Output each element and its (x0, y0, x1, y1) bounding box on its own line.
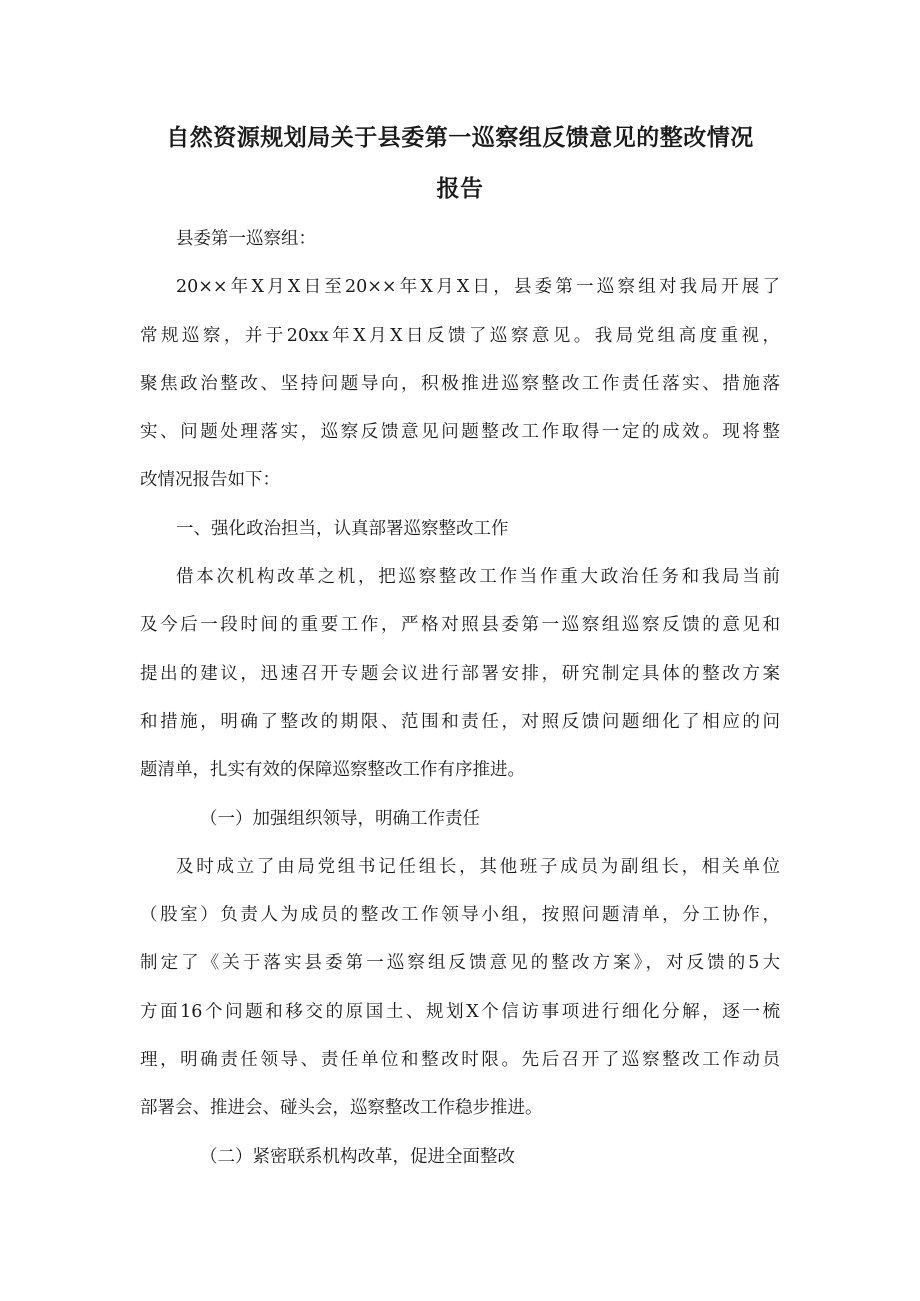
paragraph-line: 常规巡察，并于20xx年X月X日反馈了巡察意见。我局党组高度重视， (140, 325, 780, 346)
paragraph-line: 及时成立了由局党组书记任组长，其他班子成员为副组长，相关单位 (176, 856, 780, 877)
paragraph-line: 制定了《关于落实县委第一巡察组反馈意见的整改方案》，对反馈的5大 (140, 953, 780, 974)
document-body (140, 215, 780, 1181)
paragraph-line: 提出的建议，迅速召开专题会议进行部署安排，研究制定具体的整改方案 (140, 663, 780, 684)
subsection-heading: （二）紧密联系机构改革，促进全面整改 (200, 1146, 515, 1167)
salutation: 县委第一巡察组： (176, 229, 316, 249)
paragraph-line: 聚焦政治整改、坚持问题导向，积极推进巡察整改工作责任落实、措施落 (140, 373, 780, 394)
paragraph-line: 方面16个问题和移交的原国土、规划X个信访事项进行细化分解，逐一梳 (140, 1001, 780, 1022)
paragraph-line: 理，明确责任领导、责任单位和整改时限。先后召开了巡察整改工作动员 (140, 1050, 780, 1071)
document-title-continued: 报告 (436, 176, 484, 202)
document-title: 自然资源规划局关于县委第一巡察组反馈意见的整改情况 (166, 125, 754, 151)
section-heading: 一、强化政治担当，认真部署巡察整改工作 (176, 518, 509, 539)
paragraph-line: 和措施，明确了整改的期限、范围和责任，对照反馈问题细化了相应的问 (140, 711, 780, 732)
paragraph-line: （股室）负责人为成员的整改工作领导小组，按照问题清单，分工协作， (140, 905, 780, 926)
subsection-heading: （一）加强组织领导，明确工作责任 (200, 808, 480, 829)
paragraph-line: 20××年X月X日至20××年X月X日，县委第一巡察组对我局开展了 (176, 277, 780, 298)
paragraph-line: 及今后一段时间的重要工作，严格对照县委第一巡察组巡察反馈的意见和 (140, 615, 780, 636)
paragraph-line: 题清单，扎实有效的保障巡察整改工作有序推进。 (140, 760, 525, 781)
paragraph-line: 部署会、推进会、碰头会，巡察整改工作稳步推进。 (140, 1098, 543, 1119)
paragraph-line: 改情况报告如下： (140, 470, 280, 491)
paragraph-line: 借本次机构改革之机，把巡察整改工作当作重大政治任务和我局当前 (176, 567, 780, 588)
paragraph-line: 实、问题处理落实，巡察反馈意见问题整改工作取得一定的成效。现将整 (140, 422, 780, 443)
